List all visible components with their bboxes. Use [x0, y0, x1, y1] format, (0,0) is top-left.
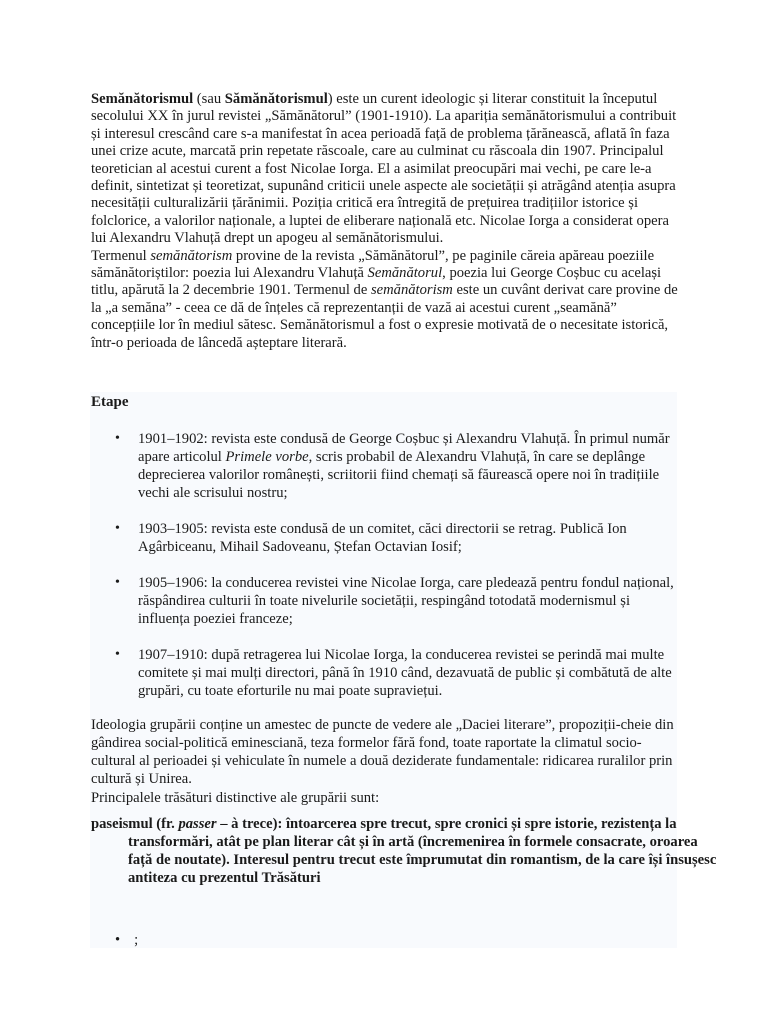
- list-item: • ;: [115, 932, 139, 948]
- ideology-paragraph: Ideologia grupării conține un amestec de puncte de vedere ale „Daciei literare”, propoziții-cheie din gândirea social-politică eminesciană, teza formelor fără fond, toate raportate la climatul socio-cultural al perioadei și vehiculate în numele a două deziderate fundamentale: ridicarea ruralilor prin cultură și Unirea.: [91, 717, 674, 787]
- bullet-icon: •: [115, 575, 120, 590]
- list-item: • 1907–1910: după retragerea lui Nicolae Iorga, la conducerea revistei se perindă mai multe comitete și mai mulți directori, până în 1910 când, dezavuată de public și combătută de alte grupări, cu toate eforturile nu mai poate supraviețui.: [115, 647, 672, 699]
- traits-intro: Principalele trăsături distinctive ale grupării sunt:: [91, 790, 380, 806]
- list-item: • 1905–1906: la conducerea revistei vine Nicolae Iorga, care pledează pentru fondul național, răspândirea culturii în toate nivelurile societății, respingând totodată modernismul și influența poeziei franceze;: [115, 575, 674, 627]
- bullet-icon: •: [115, 647, 120, 662]
- term-semanatorism: Semănătorismul: [91, 91, 194, 107]
- stages-list: [91, 430, 681, 700]
- term-samanatorism: Sămănătorismul: [224, 91, 328, 107]
- bullet-icon: •: [115, 431, 120, 446]
- bullet-icon: •: [115, 932, 121, 948]
- intro-paragraph-1: Semănătorismul (sau Sămănătorismul) este un curent ideologic și literar constituit la începutul secolului XX în jurul revistei „Sămănătorul” (1901-1910). La apariția semănătorismului a contribuit și interesul crescând care s-a manifestat în acea perioadă față de problema țărănească, aflată în faza unei crize acute, marcată prin repetate răscoale, care au culminat cu răscoala din 1907. Principalul teoretician al acestui curent a fost Nicolae Iorga. El a asimilat preocupări mai vechi, pe care le-a definit, sintetizat și teoretizat, supunând criticii unele aspecte ale societății și atrăgând atenția asupra necesității culturalizării țărănimii. Poziția critică era întregită de prețuirea tradițiilor istorice și folclorice, a valorilor naționale, a luptei de eliberare națională etc. Nicolae Iorga a considerat opera lui Alexandru Vlahuță drept un apogeu al semănătorismului.: [91, 91, 677, 247]
- list-item: • 1903–1905: revista este condusă de un comitet, căci directorii se retrag. Publică Ion Agârbiceanu, Mihail Sadoveanu, Ștefan Octavian Iosif;: [115, 521, 627, 555]
- poem-title: Semănătorul: [367, 265, 443, 282]
- list-item: • 1901–1902: revista este condusă de George Coșbuc și Alexandru Vlahuță. În primul număr apare articolul Primele vorbe, scris probabil de Alexandru Vlahuță, în care se deplânge deprecierea valorilor românești, scriitorii fiind chemați să făurească opere noi în tradițiile vechi ale scrisului nostru;: [115, 431, 670, 501]
- bullet-icon: •: [115, 521, 120, 536]
- article-title: Primele vorbe: [225, 449, 309, 465]
- intro-paragraph-2: Termenul semănătorism provine de la revista „Sămănătorul”, pe paginile căreia apăreau poeziile sămănătoriștilor: poezia lui Alexandru Vlahuță Semănătorul, poezia lui George Coșbuc cu același titlu, apărută la 2 decembrie 1901. Termenul de semănătorism este un cuvânt derivat care provine de la „a semăna” - ceea ce dă de înțeles că reprezentanții de vază ai acestui curent „seamănă” concepțiile lor în mediul sătesc. Semănătorismul a fost o expresie motivată de o necesitate istorică, într-o perioada de lâncedă așteptare literară.: [91, 247, 678, 351]
- intro-section: [91, 91, 681, 352]
- section-heading: Etape: [91, 394, 129, 410]
- definition-paseism: paseismul (fr. passer – à trece): întoarcerea spre trecut, spre cronici și spre istorie, rezistența la transformări, atât pe plan literar cât și în artă (încremenirea în formele consacrate, oroarea față de noutate). Interesul pentru trecut este împrumutat din romantism, de la care își însușesc antiteza cu prezentul Trăsături: [91, 816, 717, 886]
